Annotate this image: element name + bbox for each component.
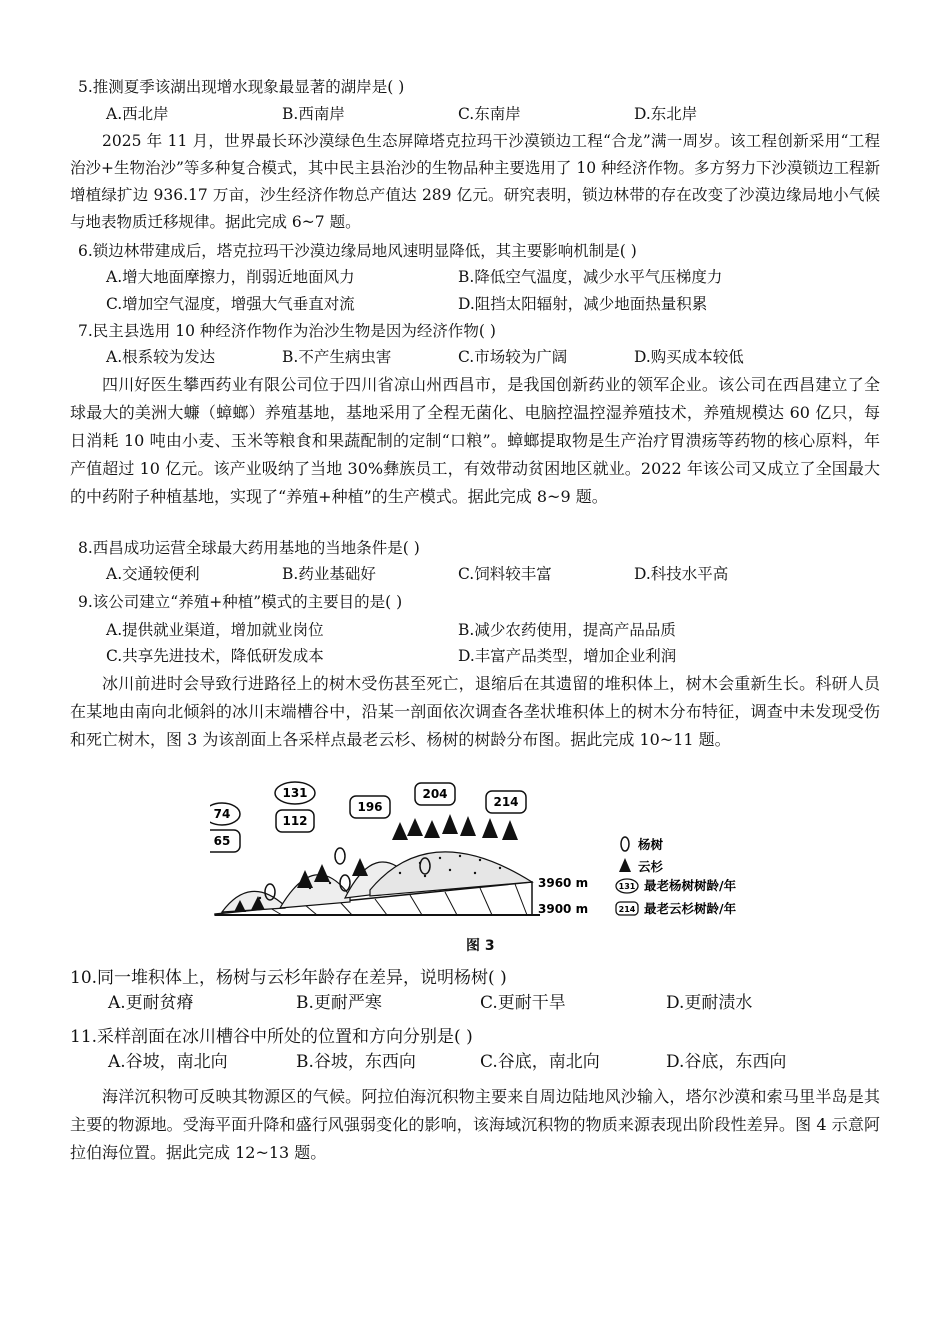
q5-stem: 5.推测夏季该湖出现增水现象最显著的湖岸是( ) xyxy=(78,78,405,96)
q10-option-d: D.更耐渍水 xyxy=(666,993,753,1013)
q5-option-b: B.西南岸 xyxy=(282,105,345,123)
age-label-74: 74 xyxy=(213,807,231,821)
q10-stem: 10.同一堆积体上，杨树与云杉年龄存在差异，说明杨树( ) xyxy=(70,968,507,988)
q7-option-d: D.购买成本较低 xyxy=(634,348,744,366)
legend-poplar: 杨树 xyxy=(638,837,664,852)
figure-legend xyxy=(616,837,737,916)
q9-option-c: C.共享先进技术，降低研发成本 xyxy=(106,647,324,665)
q10-option-b: B.更耐严寒 xyxy=(296,993,382,1013)
q9-option-d: D.丰富产品类型，增加企业利润 xyxy=(458,647,677,665)
legend-spruce-age-sample: 214 xyxy=(618,905,636,914)
q9-stem: 9.该公司建立“养殖+种植”模式的主要目的是( ) xyxy=(78,593,403,611)
q6-option-b: B.降低空气温度，减少水平气压梯度力 xyxy=(458,268,723,286)
age-label-65: 65 xyxy=(213,834,231,848)
legend-poplar-icon xyxy=(621,837,629,851)
q7-option-c: C.市场较为广阔 xyxy=(458,348,568,366)
q9-option-a: A.提供就业渠道，增加就业岗位 xyxy=(106,621,324,639)
q5-option-a: A.西北岸 xyxy=(106,105,169,123)
legend-spruce-icon xyxy=(619,858,631,872)
elevation-3960: 3960 m xyxy=(538,876,589,890)
elevation-3900: 3900 m xyxy=(538,902,589,916)
age-labels xyxy=(210,782,526,852)
passage-12-13: 海洋沉积物可反映其物源区的气候。阿拉伯海沉积物主要来自周边陆地风沙输入，塔尔沙漠和索马里半岛是其主要的物源地。受海平面升降和盛行风强弱变化的影响，该海域沉积物的物质来源表现出阶段性差异。图 4 示意阿拉伯海位置。据此完成 12~13 题。 xyxy=(70,1087,880,1162)
legend-poplar-age: 最老杨树树龄/年 xyxy=(644,878,737,893)
q7-stem: 7.民主县选用 10 种经济作物作为治沙生物是因为经济作物( ) xyxy=(78,322,496,340)
figure-3-caption: 图 3 xyxy=(466,938,495,954)
q10-option-a: A.更耐贫瘠 xyxy=(108,993,194,1013)
q8-option-c: C.饲料较丰富 xyxy=(458,565,552,583)
age-label-112: 112 xyxy=(282,814,308,828)
legend-spruce: 云杉 xyxy=(638,859,664,874)
q10-option-c: C.更耐干旱 xyxy=(480,993,566,1013)
age-label-196: 196 xyxy=(357,800,383,814)
q8-option-a: A.交通较便利 xyxy=(106,565,200,583)
legend-spruce-age: 最老云杉树龄/年 xyxy=(644,901,737,916)
q6-option-a: A.增大地面摩擦力，削弱近地面风力 xyxy=(106,268,355,286)
q9-option-b: B.减少农药使用，提高产品品质 xyxy=(458,621,676,639)
passage-8-9: 四川好医生攀西药业有限公司位于四川省凉山州西昌市，是我国创新药业的领军企业。该公司在西昌建立了全球最大的美洲大蠊（蟑螂）养殖基地，基地采用了全程无菌化、电脑控温控湿养殖技术，养殖规模达 60 亿只，每日消耗 10 吨由小麦、玉米等粮食和果蔬配制的定制“口粮”。蟑螂提取物是生产治疗胃溃疡等药物的核心原料，年产值超过 10 亿元。该产业吸纳了当地 30%彝族员工，有效带动贫困地区就业。2022 年该公司又成立了全国最大的中药附子种植基地，实现了“养殖+种植”的生产模式。据此完成 8~9 题。 xyxy=(70,375,880,506)
q8-stem: 8.西昌成功运营全球最大药用基地的当地条件是( ) xyxy=(78,539,420,557)
q6-stem: 6.锁边林带建成后，塔克拉玛干沙漠边缘局地风速明显降低，其主要影响机制是( ) xyxy=(78,242,637,260)
legend-poplar-age-sample: 131 xyxy=(618,882,636,891)
q6-option-c: C.增加空气湿度，增强大气垂直对流 xyxy=(106,295,355,313)
q11-option-c: C.谷底，南北向 xyxy=(480,1052,600,1072)
q8-option-b: B.药业基础好 xyxy=(282,565,376,583)
age-label-131: 131 xyxy=(282,786,308,800)
q11-option-d: D.谷底，东西向 xyxy=(666,1052,787,1072)
passage-6-7: 2025 年 11 月，世界最长环沙漠绿色生态屏障塔克拉玛干沙漠锁边工程“合龙”满一周岁。该工程创新采用“工程治沙+生物治沙”等多种复合模式，其中民主县治沙的生物品种主要选用了 10 种经济作物。多方努力下沙漠锁边工程新增植绿扩边 936.17 万亩，沙生经济作物总产值达 289 亿元。研究表明，锁边林带的存在改变了沙漠边缘局地小气候与地表物质迁移规律。据此完成 6~7 题。 xyxy=(70,132,880,231)
q11-stem: 11.采样剖面在冰川槽谷中所处的位置和方向分别是( ) xyxy=(70,1027,473,1047)
q7-option-a: A.根系较为发达 xyxy=(106,348,216,366)
q6-option-d: D.阻挡太阳辐射，减少地面热量积累 xyxy=(458,295,708,313)
q7-option-b: B.不产生病虫害 xyxy=(282,348,392,366)
age-label-214: 214 xyxy=(493,795,519,809)
passage-10-11: 冰川前进时会导致行进路径上的树木受伤甚至死亡，退缩后在其遗留的堆积体上，树木会重新生长。科研人员在某地由南向北倾斜的冰川末端槽谷中，沿某一剖面依次调查各垄状堆积体上的树木分布特征，调查中未发现受伤和死亡树木，图 3 为该剖面上各采样点最老云杉、杨树的树龄分布图。据此完成 10~11 题。 xyxy=(70,674,880,749)
q11-option-b: B.谷坡，东西向 xyxy=(296,1052,416,1072)
q5-option-c: C.东南岸 xyxy=(458,105,521,123)
age-label-204: 204 xyxy=(422,787,448,801)
q8-option-d: D.科技水平高 xyxy=(634,565,729,583)
q5-option-d: D.东北岸 xyxy=(634,105,698,123)
figure-3-diagram xyxy=(210,778,770,928)
q11-option-a: A.谷坡，南北向 xyxy=(108,1052,228,1072)
elevation-labels xyxy=(538,876,588,916)
